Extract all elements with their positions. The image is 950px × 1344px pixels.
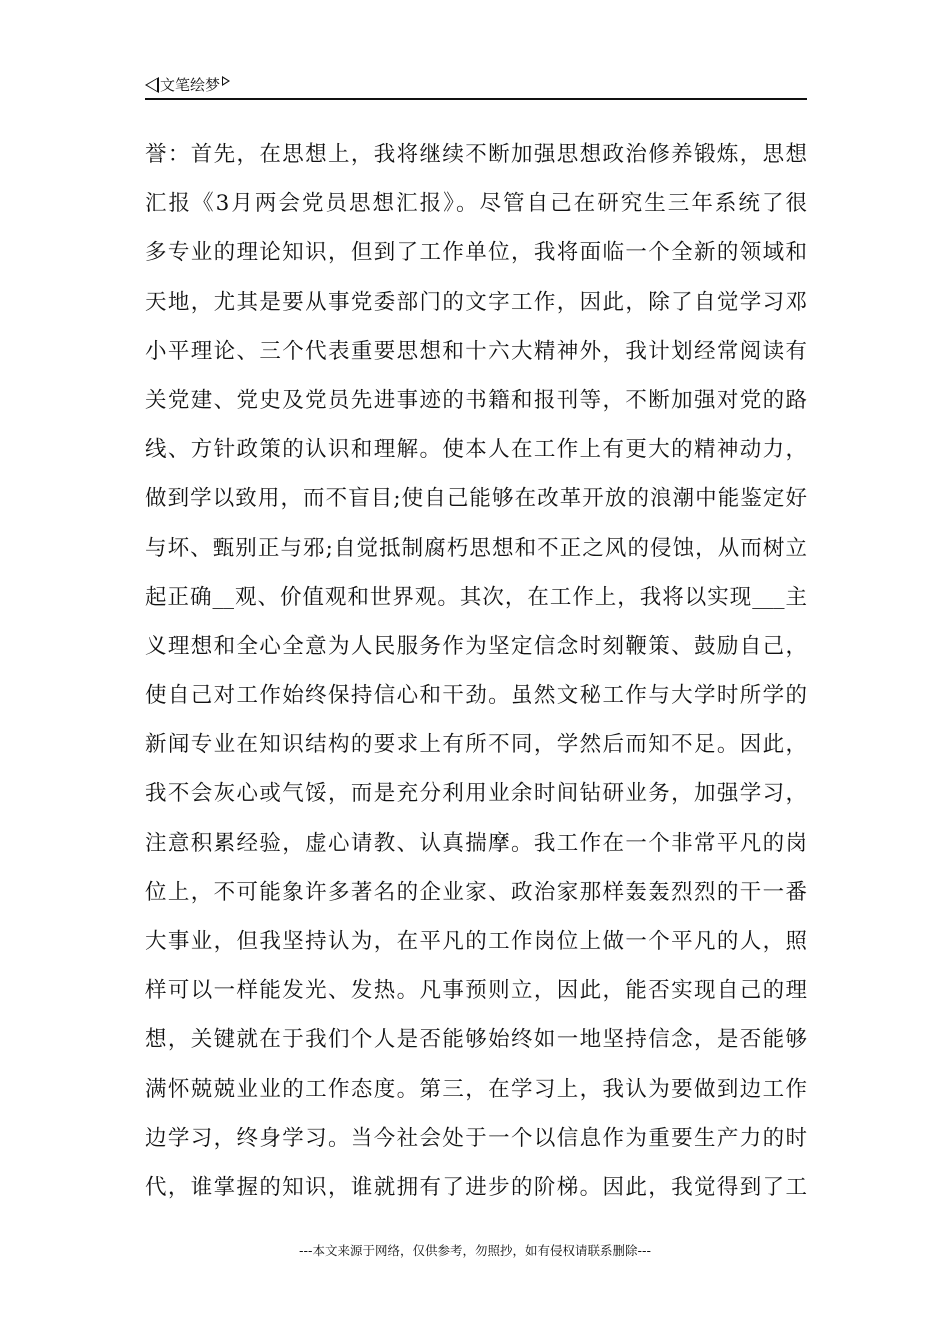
document-body [145,130,807,1212]
left-triangle-icon [145,77,159,93]
page-header [145,72,807,100]
text-line: 汇报《3月两会党员思想汇报》。尽管自己在研究生三年系统了很 [145,191,807,217]
text-line: 多专业的理论知识，但到了工作单位，我将面临一个全新的领域和 [145,240,807,266]
text-line: 我不会灰心或气馁，而是充分利用业余时间钻研业务，加强学习， [145,781,807,807]
text-line: 使自己对工作始终保持信心和干劲。虽然文秘工作与大学时所学的 [145,683,807,709]
text-line: 做到学以致用，而不盲目;使自己能够在改革开放的浪潮中能鉴定好 [145,486,807,512]
text-line: 起正确__观、价值观和世界观。其次，在工作上，我将以实现___主 [145,584,807,610]
text-line: 代，谁掌握的知识，谁就拥有了进步的阶梯。因此，我觉得到了工 [145,1174,807,1200]
text-line: 注意积累经验，虚心请教、认真揣摩。我工作在一个非常平凡的岗 [145,830,807,856]
page-footer: ---本文来源于网络，仅供参考，勿照抄，如有侵权请联系删除--- [298,1243,652,1258]
text-line: 小平理论、三个代表重要思想和十六大精神外，我计划经常阅读有 [145,338,807,364]
header-brand [145,76,230,94]
text-line: 誉：首先，在思想上，我将继续不断加强思想政治修养锻炼，思想 [145,142,807,167]
text-line: 满怀兢兢业业的工作态度。第三，在学习上，我认为要做到边工作 [145,1076,807,1102]
text-line: 天地，尤其是要从事党委部门的文字工作，因此，除了自觉学习邓 [145,289,807,315]
text-line: 大事业，但我坚持认为，在平凡的工作岗位上做一个平凡的人，照 [145,929,807,954]
right-triangle-icon [222,76,230,86]
header-title: 文笔绘梦 [160,76,221,94]
text-line: 关党建、党史及党员先进事迹的书籍和报刊等，不断加强对党的路 [145,387,807,413]
text-line: 边学习，终身学习。当今社会处于一个以信息作为重要生产力的时 [145,1125,807,1151]
text-line: 新闻专业在知识结构的要求上有所不同，学然后而知不足。因此， [145,732,807,758]
text-line: 想，关键就在于我们个人是否能够始终如一地坚持信念，是否能够 [145,1027,807,1053]
text-line: 线、方针政策的认识和理解。使本人在工作上有更大的精神动力， [145,437,807,463]
text-line: 与坏、甄别正与邪;自觉抵制腐朽思想和不正之风的侵蚀，从而树立 [145,535,807,561]
text-line: 义理想和全心全意为人民服务作为坚定信念时刻鞭策、鼓励自己， [145,633,807,659]
text-line: 样可以一样能发光、发热。凡事预则立，因此，能否实现自己的理 [145,978,807,1004]
text-line: 位上，不可能象许多著名的企业家、政治家那样轰轰烈烈的干一番 [145,879,807,905]
